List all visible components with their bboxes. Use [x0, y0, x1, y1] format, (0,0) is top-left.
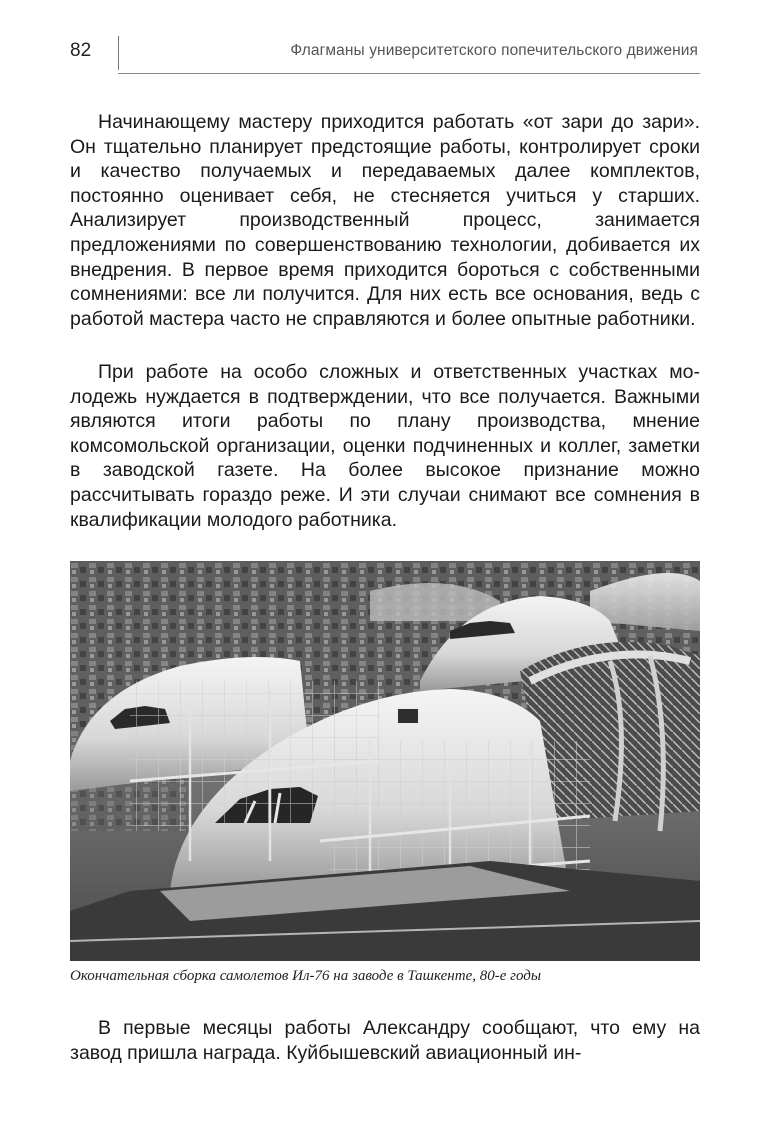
- running-title: Флагманы университетского попечительского движения: [290, 42, 698, 59]
- aircraft-assembly-photo: [70, 561, 700, 961]
- paragraph-3: В первые месяцы работы Александру сообщают, что ему на завод пришла награда. Куйбышевский авиационный ин-: [70, 1017, 700, 1064]
- page-header: [0, 0, 770, 80]
- paragraph-2: При работе на особо сложных и ответственных участках молодежь нуждается в подтверждении, что все получается. Важными являются итоги работы по плану производства, мнение комсомольской организации, оценки подчиненных и коллег, заметки в заводской газете. На более высокое признание можно рассчитывать гораздо реже. И эти случаи снимают все сомнения в квалификации молодого работника.: [70, 361, 700, 531]
- paragraph-1: Начинающему мастеру приходится работать «от зари до зари». Он тщательно планирует предстоящие работы, контролирует сроки и качество получаемых и передаваемых далее комплектов, постоянно оценивает себя, не стесняется учиться у старших. Анализирует производственный процесс, занимается предложениями по совершенствованию технологии, добивается их внедрения. В первое время приходится бороться с собственными сомнениями: все ли получится. Для них есть все основания, ведь с работой мастера часто не справляются и более опытные работники.: [70, 111, 700, 330]
- page-number: 82: [70, 40, 92, 61]
- header-divider-vertical: [118, 36, 119, 70]
- header-divider-horizontal: [118, 73, 700, 74]
- figure-caption: Окончательная сборка самолетов Ил-76 на заводе в Ташкенте, 80-е годы: [70, 968, 542, 984]
